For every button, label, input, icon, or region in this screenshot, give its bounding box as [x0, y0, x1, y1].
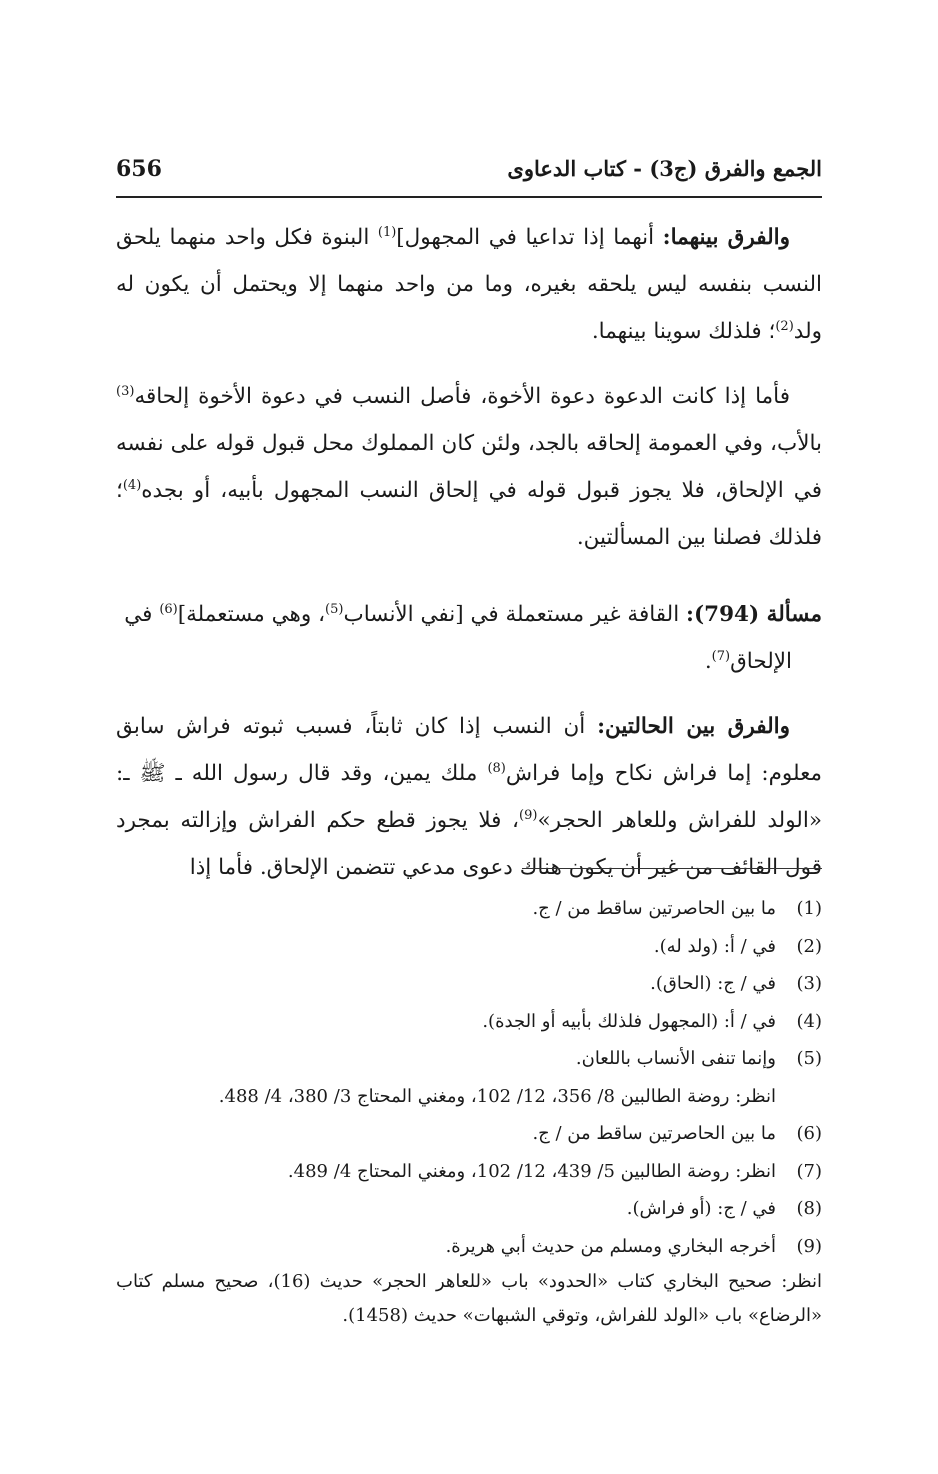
footnote-number: (1) — [796, 898, 822, 919]
footnote-number: (8) — [796, 1198, 822, 1219]
footnote-number: (3) — [796, 973, 822, 994]
footnote-item — [116, 1078, 822, 1116]
paragraph-text: أن النسب إذا كان ثابتاً، فسبب ثبوته فراش سابق معلوم: إما فراش نكاح وإما فراش — [116, 714, 822, 786]
paragraph-text: ، فلا يجوز قطع حكم الفراش وإزالته بمجرد قول القائف من غير أن يكون هناك دعوى مدعي تتضمن الإلحاق. فأما إذا — [116, 808, 822, 880]
footnote-text: ما بين الحاصرتين ساقط من / ج. — [532, 1123, 776, 1144]
footnote-ref: (5) — [325, 601, 344, 617]
paragraph-2 — [116, 373, 822, 561]
footnote-number: (6) — [796, 1123, 822, 1144]
paragraph-text: أنهما إذا تداعيا في المجهول] — [396, 225, 663, 250]
footnote-item — [116, 965, 822, 1003]
masala-text: . — [704, 649, 712, 674]
footnote-ref: (2) — [775, 318, 794, 334]
paragraph-lead: والفرق بينهما: — [662, 225, 790, 250]
footnote-text: انظر: روضة الطالبين 8/ 356، 12/ 102، ومغني المحتاج 3/ 380، 4/ 488. — [218, 1085, 776, 1107]
paragraph-text: فأما إذا كانت الدعوة دعوة الأخوة، فأصل النسب في دعوة الأخوة إلحاقه — [134, 384, 790, 409]
footnote-item — [116, 890, 822, 928]
paragraph-text: بالأب، وفي العمومة إلحاقه بالجد، ولئن كان المملوك محل قبول قوله على نفسه في الإلحاق، فلا يجوز قبول قوله في إلحاق النسب المجهول بأبيه، أو بجده — [116, 431, 822, 503]
footnote-text: في / أ: (المجهول فلذلك بأبيه أو الجدة). — [482, 1010, 776, 1032]
footnote-text: أخرجه البخاري ومسلم من حديث أبي هريرة. — [445, 1235, 776, 1257]
footnote-item — [116, 1115, 822, 1153]
masala-lead: مسألة (794): — [686, 602, 822, 627]
footnote-number — [776, 1078, 822, 1116]
footnote-text: في / أ: (ولد له). — [653, 935, 776, 957]
footnote-number: (5) — [796, 1048, 822, 1069]
footnote-ref: (6) — [159, 601, 178, 617]
page-header — [116, 150, 822, 198]
paragraph-1 — [116, 214, 822, 355]
footnote-text: انظر: صحيح البخاري كتاب «الحدود» باب «للعاهر الحجر» حديث (16)، صحيح مسلم كتاب «الرضاع» باب «الولد للفراش، وتوقي الشبهات» حديث (1458). — [116, 1271, 822, 1326]
paragraph-text: ؛ فلذلك سوينا بينهما. — [591, 319, 776, 344]
footnote-item — [116, 1040, 822, 1078]
footnote-ref: (9) — [519, 807, 538, 823]
footnotes — [116, 890, 822, 1333]
paragraph-3 — [116, 703, 822, 891]
footnote-ref: (8) — [487, 760, 506, 776]
masala-text: ، وهي مستعملة] — [177, 602, 326, 627]
paragraph-text: البنوة فكل واحد منهما يلحق النسب بنفسه ليس يلحقه بغيره، وما من واحد منهما إلا ويحتمل أن يكون له ولد — [116, 225, 822, 344]
footnote-number: (4) — [796, 1010, 822, 1032]
main-text — [116, 214, 822, 891]
footnote-item — [116, 1190, 822, 1228]
masala-heading — [116, 591, 822, 638]
footnote-text: في / ج: (الحاق). — [650, 973, 776, 994]
footnote-text: وإنما تنفى الأنساب باللعان. — [575, 1048, 776, 1069]
running-title: الجمع والفرق (ج3) - كتاب الدعاوى — [507, 156, 822, 181]
footnote-item — [116, 1228, 822, 1266]
footnote-item — [116, 928, 822, 966]
footnote-text: ما بين الحاصرتين ساقط من / ج. — [532, 898, 776, 919]
masala-continuation — [116, 638, 822, 685]
footnote-number: (9) — [796, 1235, 822, 1257]
footnote-ref: (1) — [377, 224, 397, 240]
footnote-text: انظر: روضة الطالبين 5/ 439، 12/ 102، ومغني المحتاج 4/ 489. — [287, 1160, 776, 1182]
footnote-ref: (3) — [116, 383, 135, 399]
footnote-item — [116, 1003, 822, 1041]
masala-text: الإلحاق — [730, 649, 792, 674]
paragraph-lead: والفرق بين الحالتين: — [597, 714, 790, 739]
footnote-number: (7) — [796, 1160, 822, 1182]
masala-text: في — [124, 602, 160, 627]
footnote-number: (2) — [796, 935, 822, 957]
paragraph-text: ؛ فلذلك فصلنا بين المسألتين. — [116, 478, 822, 550]
footnote-item — [116, 1153, 822, 1191]
footnote-separator — [522, 868, 822, 869]
page-number: 656 — [116, 156, 162, 182]
paragraph-text: ملك يمين، وقد قال رسول الله ـ ﷺ ـ: «الولد للفراش وللعاهر الحجر» — [116, 761, 822, 833]
footnote-ref: (7) — [711, 648, 731, 664]
footnote-ref: (4) — [122, 477, 142, 493]
footnote-text: في / ج: (أو فراش). — [626, 1198, 776, 1219]
masala-text: القافة غير مستعملة في [نفي الأنساب — [343, 602, 687, 627]
